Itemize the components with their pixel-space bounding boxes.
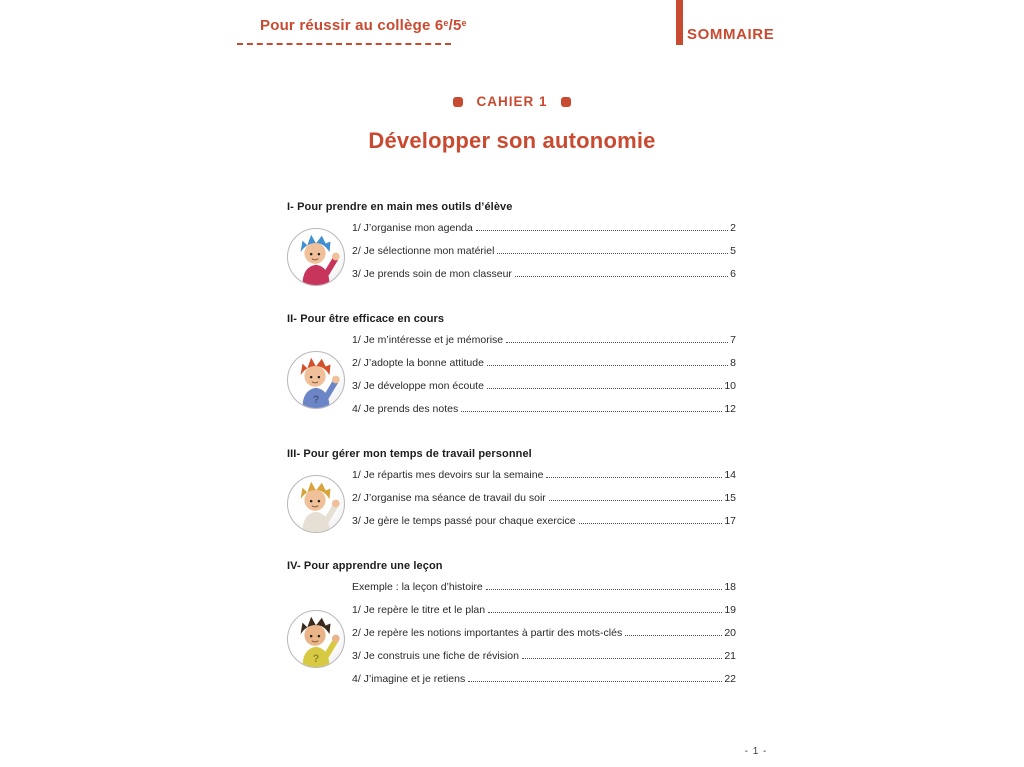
entry-label: 2/ J’organise ma séance de travail du soir: [352, 492, 546, 504]
dot-leader: [486, 589, 723, 590]
section-heading: III- Pour gérer mon temps de travail personnel: [287, 448, 532, 460]
entry-page-number: 2: [730, 222, 736, 234]
student-character-icon: [288, 611, 344, 667]
student-blue-hair-avatar: [287, 228, 345, 286]
toc-section: [287, 447, 736, 538]
dot-leader: [468, 681, 722, 682]
entry-label: 3/ Je gère le temps passé pour chaque exercice: [352, 515, 576, 527]
toc-entry: [352, 515, 736, 538]
entry-page-number: 15: [724, 492, 736, 504]
dot-leader: [515, 276, 728, 277]
brand-dashed-underline: [237, 43, 451, 45]
toc-entry: [352, 581, 736, 604]
entry-label: 1/ Je m’intéresse et je mémorise: [352, 334, 504, 346]
entry-page-number: 8: [730, 357, 736, 369]
svg-text:?: ?: [312, 394, 320, 407]
svg-text:?: ?: [312, 652, 320, 665]
square-bullet-icon: [453, 97, 463, 107]
page-number: - 1 -: [744, 746, 768, 757]
section-body: [287, 469, 736, 538]
entry-page-number: 17: [724, 515, 736, 527]
toc-entry: [352, 334, 736, 357]
entry-label: 1/ Je repère le titre et le plan: [352, 604, 486, 616]
entry-list: [352, 222, 736, 291]
toc-entry: [352, 380, 736, 403]
toc-entry: [352, 469, 736, 492]
student-blond-hair-avatar: [287, 475, 345, 533]
entry-page-number: 19: [724, 604, 736, 616]
toc-entry: [352, 245, 736, 268]
section-heading: IV- Pour apprendre une leçon: [287, 560, 443, 572]
entry-label: 1/ J’organise mon agenda: [352, 222, 473, 234]
section-heading: I- Pour prendre en main mes outils d’élève: [287, 201, 513, 213]
toc-entry: [352, 268, 736, 291]
entry-page-number: 21: [724, 650, 736, 662]
entry-label: Exemple : la leçon d’histoire: [352, 581, 483, 593]
dot-leader: [488, 612, 722, 613]
entry-page-number: 5: [730, 245, 736, 257]
entry-label: 3/ Je prends soin de mon classeur: [352, 268, 512, 280]
entry-label: 4/ Je prends des notes: [352, 403, 459, 415]
toc-entry: [352, 492, 736, 515]
entry-label: 2/ Je sélectionne mon matériel: [352, 245, 495, 257]
section-body: [287, 581, 736, 696]
toc-section: [287, 559, 736, 696]
student-dark-hair-avatar: [287, 610, 345, 668]
toc-entry: [352, 403, 736, 426]
cahier-title: Développer son autonomie: [368, 128, 656, 153]
entry-label: 4/ J’imagine et je retiens: [352, 673, 466, 685]
entry-label: 2/ Je repère les notions importantes à partir des mots-clés: [352, 627, 623, 639]
dot-leader: [546, 477, 722, 478]
entry-page-number: 10: [724, 380, 736, 392]
dot-leader: [461, 411, 722, 412]
cahier-badge: [0, 94, 1024, 109]
dot-leader: [549, 500, 723, 501]
section-heading: II- Pour être efficace en cours: [287, 313, 445, 325]
student-character-icon: [288, 352, 344, 408]
entry-page-number: 7: [730, 334, 736, 346]
dot-leader: [497, 253, 728, 254]
toc-entry: [352, 222, 736, 245]
student-red-hair-avatar: [287, 351, 345, 409]
student-character-icon: [288, 476, 344, 532]
entry-page-number: 20: [724, 627, 736, 639]
toc-section: [287, 200, 736, 291]
entry-list: [352, 469, 736, 538]
toc-section: [287, 312, 736, 426]
entry-list: [352, 581, 736, 696]
entry-label: 3/ Je construis une fiche de révision: [352, 650, 519, 662]
section-body: [287, 334, 736, 426]
toc-entry: [352, 650, 736, 673]
section-body: [287, 222, 736, 291]
sommaire-accent-bar: [676, 0, 683, 45]
cahier-badge-label: CAHIER 1: [476, 94, 548, 109]
dot-leader: [506, 342, 728, 343]
toc-entry: [352, 604, 736, 627]
toc-entry: [352, 627, 736, 650]
entry-label: 3/ Je développe mon écoute: [352, 380, 484, 392]
toc-entry: [352, 357, 736, 380]
square-bullet-icon: [561, 97, 571, 107]
dot-leader: [487, 388, 722, 389]
dot-leader: [487, 365, 728, 366]
student-character-icon: [288, 229, 344, 285]
entry-page-number: 18: [724, 581, 736, 593]
entry-page-number: 12: [724, 403, 736, 415]
entry-label: 1/ Je répartis mes devoirs sur la semaine: [352, 469, 544, 481]
entry-page-number: 22: [724, 673, 736, 685]
dot-leader: [625, 635, 722, 636]
entry-label: 2/ J’adopte la bonne attitude: [352, 357, 484, 369]
dot-leader: [579, 523, 723, 524]
dot-leader: [476, 230, 728, 231]
table-of-contents: [287, 200, 736, 717]
entry-page-number: 6: [730, 268, 736, 280]
brand-title: Pour réussir au collège 6e/5e: [260, 17, 467, 34]
dot-leader: [522, 658, 722, 659]
entry-page-number: 14: [724, 469, 736, 481]
entry-list: [352, 334, 736, 426]
toc-entry: [352, 673, 736, 696]
sommaire-label: SOMMAIRE: [687, 26, 775, 43]
